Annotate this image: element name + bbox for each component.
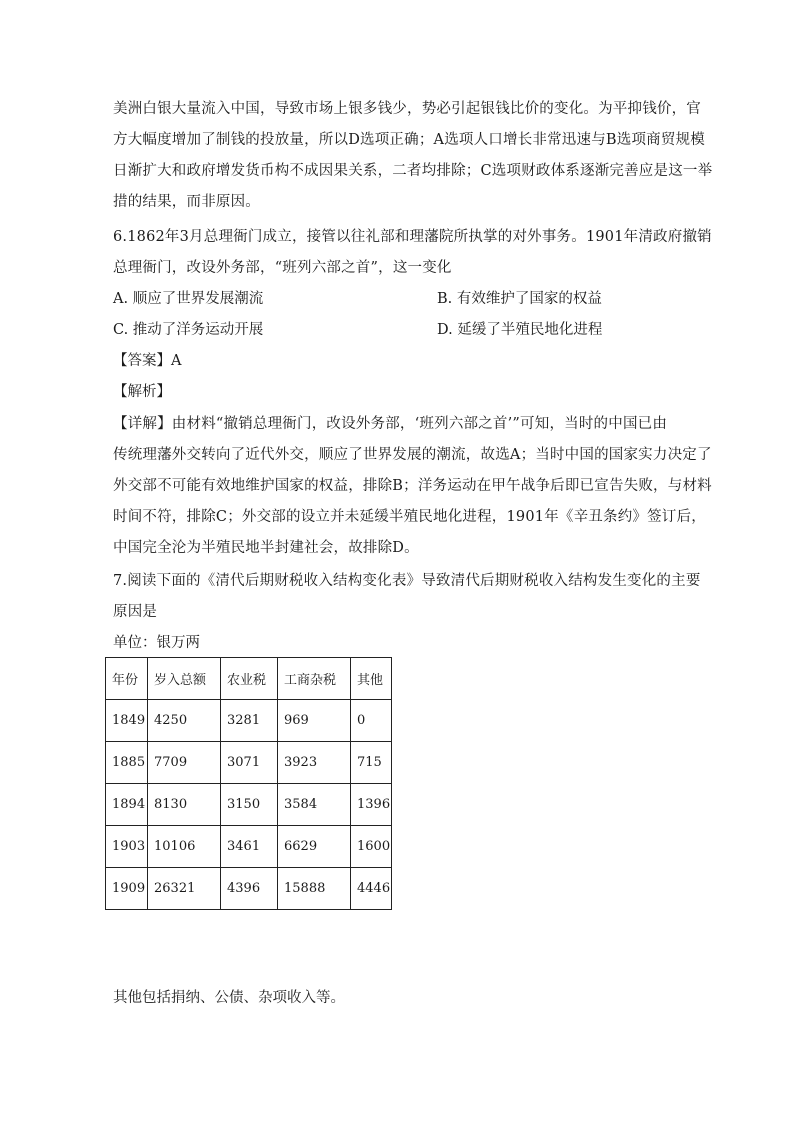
table-footnote: 其他包括捐纳、公债、杂项收入等。 bbox=[113, 990, 345, 1006]
text-line: 时间不符，排除C；外交部的设立并未延缓半殖民地化进程，1901年《辛丑条约》签订后， bbox=[113, 509, 706, 525]
table-row bbox=[106, 784, 392, 826]
table-cell: 8130 bbox=[148, 784, 221, 826]
table-row bbox=[106, 826, 392, 868]
table-header-cell: 农业税 bbox=[221, 658, 278, 700]
text-line: 美洲白银大量流入中国，导致市场上银多钱少，势必引起银钱比价的变化。为平抑钱价，官 bbox=[113, 101, 701, 117]
table-cell: 1903 bbox=[106, 826, 148, 868]
table-row bbox=[106, 742, 392, 784]
text-line: 传统理藩外交转向了近代外交，顺应了世界发展的潮流，故选A；当时中国的国家实力决定了 bbox=[113, 447, 712, 463]
table-cell: 26321 bbox=[148, 868, 221, 910]
table-header-cell: 岁入总额 bbox=[148, 658, 221, 700]
text-line: 6.1862年3月总理衙门成立，接管以往礼部和理藩院所执掌的对外事务。1901年清政府撤销 bbox=[113, 229, 712, 245]
text-line: 7.阅读下面的《清代后期财税收入结构变化表》导致清代后期财税收入结构发生变化的主要 bbox=[113, 573, 701, 589]
table-cell: 7709 bbox=[148, 742, 221, 784]
table-cell: 4396 bbox=[221, 868, 278, 910]
table-cell: 6629 bbox=[278, 826, 351, 868]
table-unit: 单位：银万两 bbox=[113, 635, 200, 651]
text-line: 外交部不可能有效地维护国家的权益，排除B；洋务运动在甲午战争后即已宣告失败，与材料 bbox=[113, 478, 712, 494]
answer-label: 【答案】A bbox=[113, 353, 182, 369]
table-cell: 715 bbox=[351, 742, 392, 784]
table-cell: 3923 bbox=[278, 742, 351, 784]
tax-revenue-table bbox=[105, 657, 392, 910]
option-a: A. 顺应了世界发展潮流 bbox=[113, 291, 264, 307]
prev-analysis-paragraph bbox=[113, 94, 713, 218]
option-b: B. 有效维护了国家的权益 bbox=[437, 291, 602, 307]
analysis-label: 【解析】 bbox=[113, 384, 171, 400]
table-cell: 0 bbox=[351, 700, 392, 742]
table-cell: 1894 bbox=[106, 784, 148, 826]
option-d: D. 延缓了半殖民地化进程 bbox=[437, 322, 603, 338]
question-6-detail bbox=[113, 409, 712, 564]
table-header-cell: 工商杂税 bbox=[278, 658, 351, 700]
text-line: 措的结果，而非原因。 bbox=[113, 194, 260, 210]
text-line: 原因是 bbox=[113, 604, 158, 620]
table-cell: 3071 bbox=[221, 742, 278, 784]
text-line: 【详解】由材料“撤销总理衙门，改设外务部，‘班列六部之首’”可知，当时的中国已由 bbox=[113, 416, 668, 432]
table-cell: 3281 bbox=[221, 700, 278, 742]
text-line: 总理衙门，改设外务部，“班列六部之首”，这一变化 bbox=[113, 260, 452, 276]
table-cell: 4446 bbox=[351, 868, 392, 910]
text-line: 方大幅度增加了制钱的投放量，所以D选项正确；A选项人口增长非常迅速与B选项商贸规模 bbox=[113, 132, 705, 148]
question-6-stem bbox=[113, 222, 712, 284]
table-cell: 1396 bbox=[351, 784, 392, 826]
table-cell: 15888 bbox=[278, 868, 351, 910]
table-header-cell: 其他 bbox=[351, 658, 392, 700]
text-line: 中国完全沦为半殖民地半封建社会，故排除D。 bbox=[113, 540, 419, 556]
table-cell: 1909 bbox=[106, 868, 148, 910]
table-cell: 1885 bbox=[106, 742, 148, 784]
text-line: 日渐扩大和政府增发货币构不成因果关系，二者均排除；C选项财政体系逐渐完善应是这一举 bbox=[113, 163, 713, 179]
table-cell: 3150 bbox=[221, 784, 278, 826]
table-cell: 4250 bbox=[148, 700, 221, 742]
question-7-stem bbox=[113, 566, 701, 628]
table-header-row bbox=[106, 658, 392, 700]
table-row bbox=[106, 700, 392, 742]
table-cell: 3584 bbox=[278, 784, 351, 826]
table-cell: 1849 bbox=[106, 700, 148, 742]
table-cell: 969 bbox=[278, 700, 351, 742]
table-cell: 10106 bbox=[148, 826, 221, 868]
option-c: C. 推动了洋务运动开展 bbox=[113, 322, 264, 338]
table-header-cell: 年份 bbox=[106, 658, 148, 700]
table-row bbox=[106, 868, 392, 910]
table-cell: 1600 bbox=[351, 826, 392, 868]
table-cell: 3461 bbox=[221, 826, 278, 868]
